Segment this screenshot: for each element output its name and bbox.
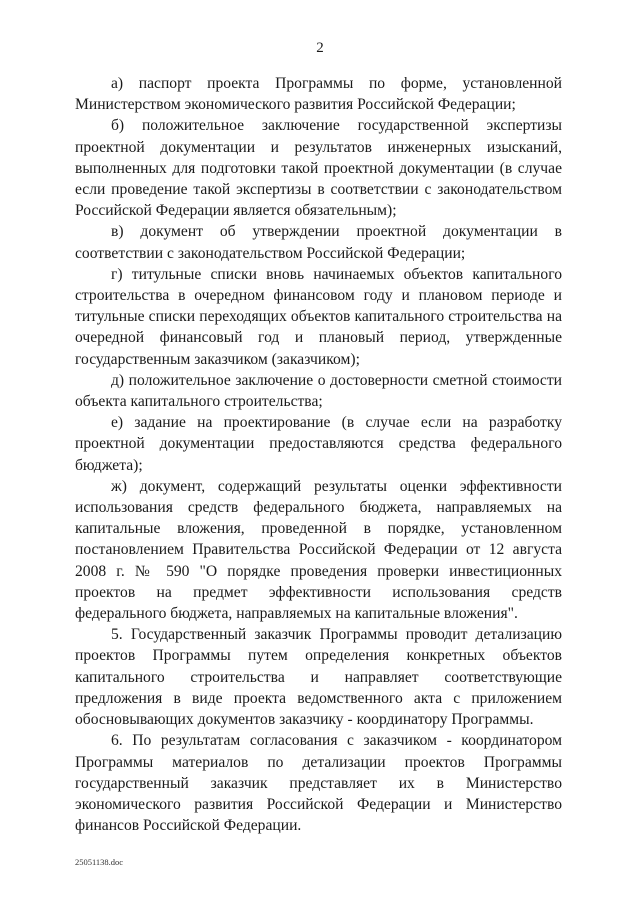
paragraph-5: 5. Государственный заказчик Программы проводит детализацию проектов Программы путем определения конкретных объектов капитального строительства и направляет соответствующие предложения в виде проекта ведомственного акта с приложением обосновывающих документов заказчику - координатору Программы. (75, 626, 562, 729)
footer-filename: 25051138.doc (75, 857, 124, 867)
paragraph-a: а) паспорт проекта Программы по форме, установленной Министерством экономического развития Российской Федерации; (75, 75, 562, 114)
paragraph-6: 6. По результатам согласования с заказчиком - координатором Программы материалов по детализации проектов Программы государственный заказчик представляет их в Министерство экономического развития Российской Федерации и Министерство финансов Российской Федерации. (75, 732, 562, 835)
paragraph-g: г) титульные списки вновь начинаемых объектов капитального строительства в очередном финансовом году и плановом периоде и титульные списки переходящих объектов капитального строительства на очередной финансовый год и плановый период, утвержденные государственным заказчиком (заказчиком); (75, 265, 562, 368)
page-number: 2 (316, 40, 324, 56)
paragraph-v: в) документ об утверждении проектной документации в соответствии с законодательством Российской Федерации; (75, 223, 562, 262)
paragraph-b: б) положительное заключение государственной экспертизы проектной документации и результатов инженерных изысканий, выполненных для подготовки такой проектной документации (в случае если проведение такой экспертизы в соответствии с законодательством Российской Федерации является обязательным); (75, 117, 562, 220)
paragraph-e: е) задание на проектирование (в случае если на разработку проектной документации предоставляются средства федерального бюджета); (75, 414, 562, 474)
paragraph-d: д) положительное заключение о достоверности сметной стоимости объекта капитального строительства; (75, 371, 562, 411)
paragraph-zh: ж) документ, содержащий результаты оценки эффективности использования средств федерального бюджета, направляемых на капитальные вложения, проведенной в порядке, установленном постановлением Правительства Российской Федерации от 12 августа 2008 г. № 590 "О порядке проведения проверки инвестиционных проектов на предмет эффективности использования средств федерального бюджета, направляемых на капитальные вложения". (75, 477, 562, 623)
document-body (75, 73, 562, 836)
